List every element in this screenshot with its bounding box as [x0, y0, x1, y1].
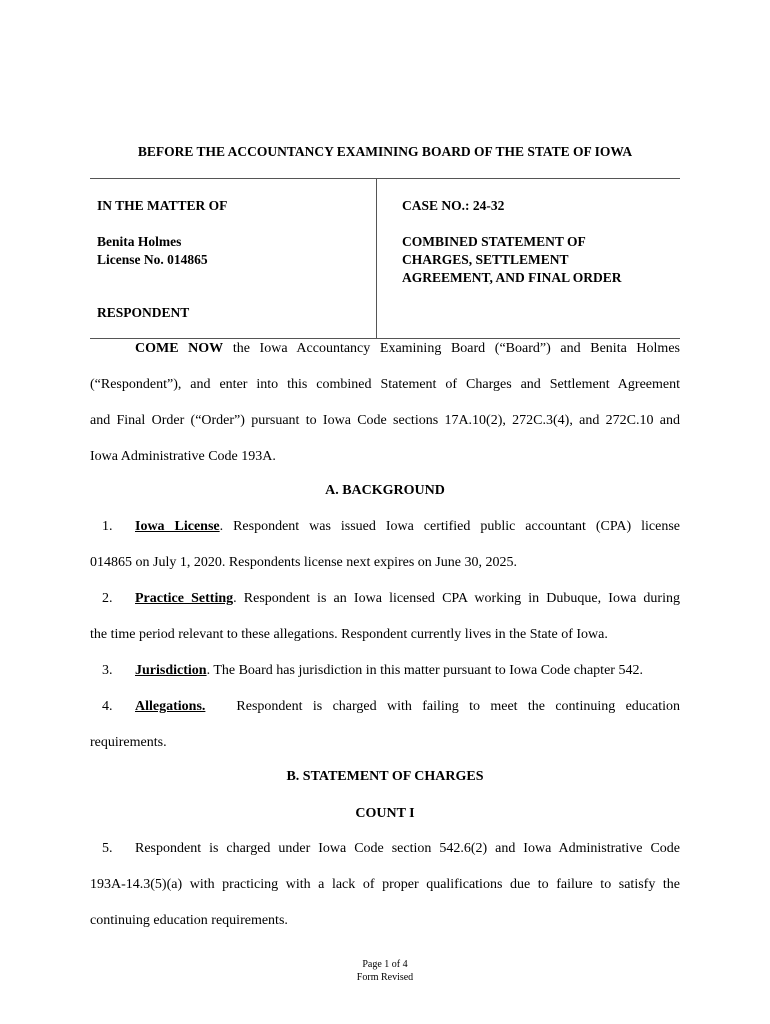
item-4-line-2: requirements.	[90, 735, 167, 750]
form-revised: Form Revised	[356, 972, 414, 983]
intro-line-2: (“Respondent”), and enter into this combined Statement of Charges and Settlement Agreement	[90, 377, 680, 392]
case-number: CASE NO.: 24-32	[402, 198, 505, 213]
item-4-line-1: 4. Allegations. Respondent is charged with failing to meet the continuing education	[102, 699, 680, 714]
license-number: License No. 014865	[97, 252, 208, 267]
doc-title-line-1: COMBINED STATEMENT OF	[402, 234, 586, 249]
caption-divider	[376, 178, 377, 338]
item-1-line-2: 014865 on July 1, 2020. Respondents license next expires on June 30, 2025.	[90, 555, 517, 570]
count-heading: COUNT I	[355, 806, 415, 821]
item-4	[90, 689, 680, 761]
item-3-line-1: 3. Jurisdiction. The Board has jurisdiction in this matter pursuant to Iowa Code chapter 542.	[102, 663, 643, 678]
section-b-heading: B. STATEMENT OF CHARGES	[286, 769, 484, 784]
come-now: COME NOW	[135, 341, 224, 356]
intro-line-1: COME NOW the Iowa Accountancy Examining Board (“Board”) and Benita Holmes	[135, 341, 680, 356]
item-5-line-3: continuing education requirements.	[90, 913, 288, 928]
doc-title-line-3: AGREEMENT, AND FINAL ORDER	[402, 270, 622, 285]
intro-line-4: Iowa Administrative Code 193A.	[90, 449, 276, 464]
respondent-name: Benita Holmes	[97, 234, 182, 249]
item-5-line-2: 193A-14.3(5)(a) with practicing with a lack of proper qualifications due to failure to satisfy the	[90, 877, 680, 892]
item-5	[90, 831, 680, 939]
item-1-label: Iowa License	[135, 519, 220, 534]
item-1-line-1: 1. Iowa License. Respondent was issued Iowa certified public accountant (CPA) license	[102, 519, 680, 534]
item-2-line-2: the time period relevant to these allegations. Respondent currently lives in the State of Iowa.	[90, 627, 608, 642]
caption-top-rule	[90, 178, 680, 179]
page-number: Page 1 of 4	[362, 959, 408, 970]
doc-title-line-2: CHARGES, SETTLEMENT	[402, 252, 569, 267]
item-3	[90, 653, 680, 689]
matter-label: IN THE MATTER OF	[97, 198, 228, 213]
item-1	[90, 509, 680, 581]
item-2-label: Practice Setting	[135, 591, 234, 606]
section-a-heading: A. BACKGROUND	[325, 483, 445, 498]
respondent-label: RESPONDENT	[97, 305, 190, 320]
item-4-label: Allegations.	[135, 699, 206, 714]
item-2-line-1: 2. Practice Setting. Respondent is an Iowa licensed CPA working in Dubuque, Iowa during	[102, 591, 680, 606]
item-5-line-1: 5. Respondent is charged under Iowa Code section 542.6(2) and Iowa Administrative Code	[102, 841, 680, 856]
item-2	[90, 581, 680, 653]
intro-line-3: and Final Order (“Order”) pursuant to Iowa Code sections 17A.10(2), 272C.3(4), and 272C.10 and	[90, 413, 680, 428]
document-title: BEFORE THE ACCOUNTANCY EXAMINING BOARD OF THE STATE OF IOWA	[137, 144, 633, 159]
item-3-label: Jurisdiction	[135, 663, 207, 678]
intro-paragraph	[90, 331, 680, 475]
